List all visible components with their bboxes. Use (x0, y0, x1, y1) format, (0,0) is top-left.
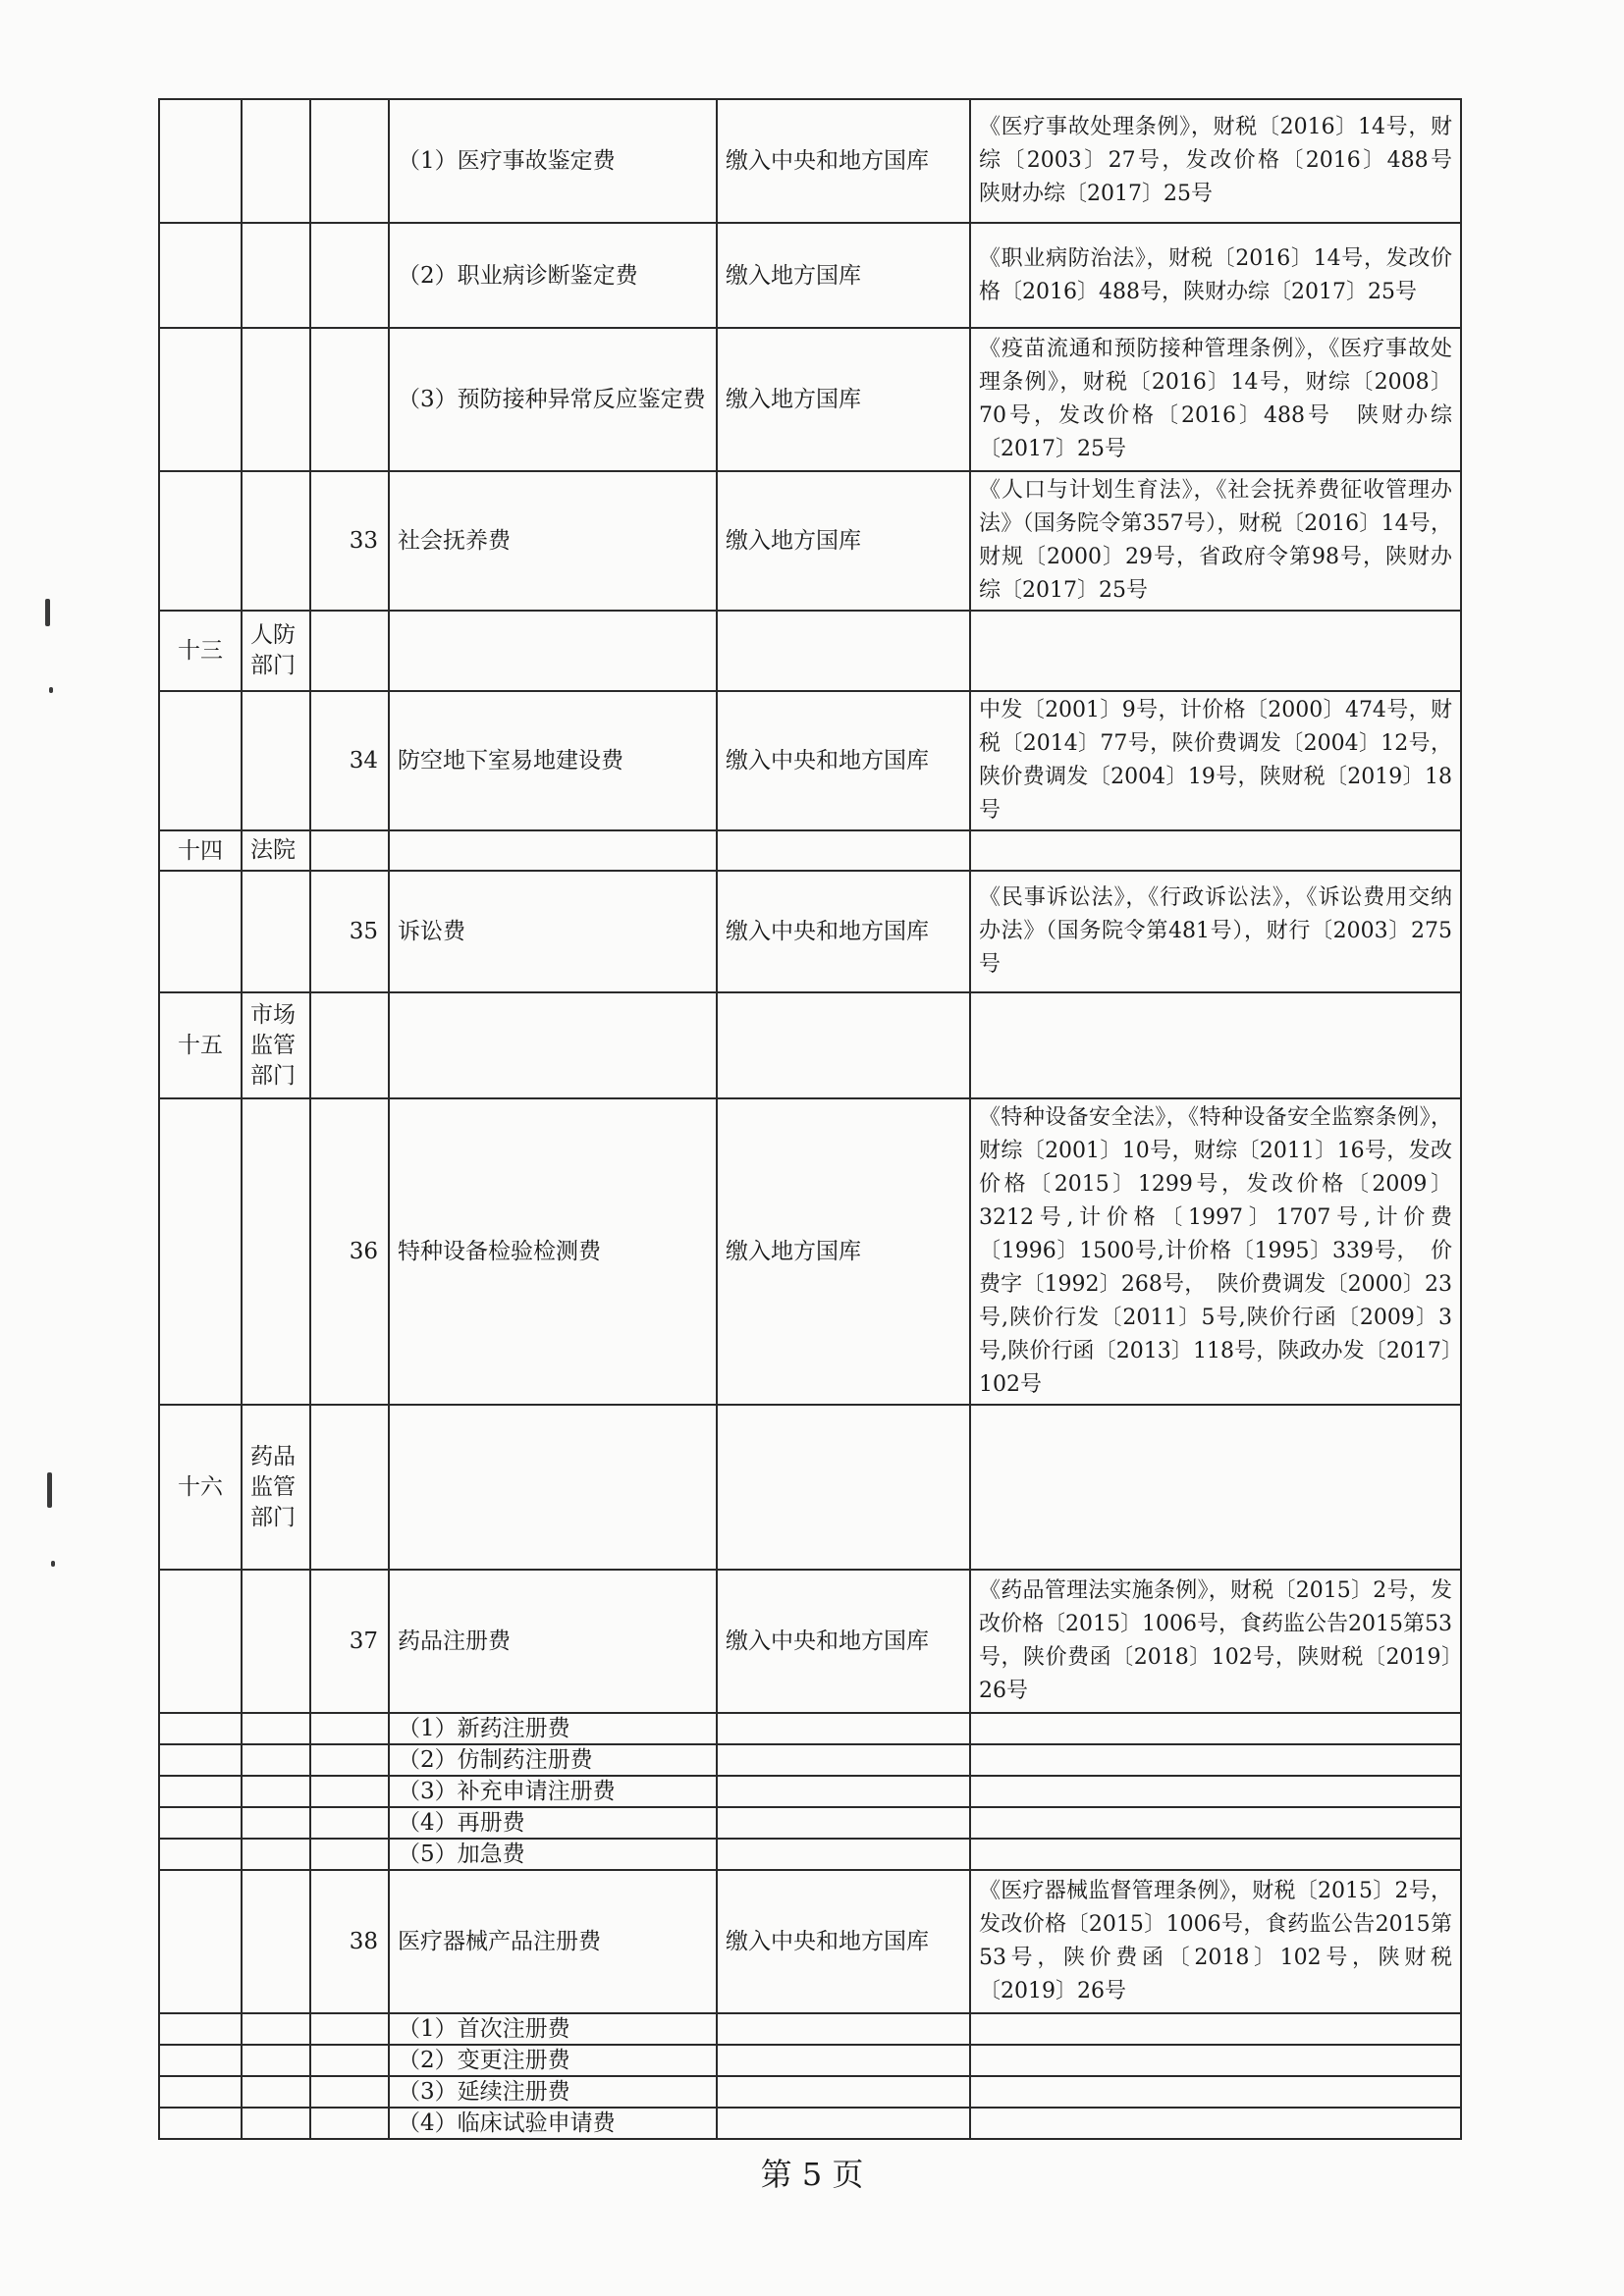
section-number-cell (159, 223, 242, 328)
fee-name-cell (389, 611, 717, 691)
fee-name-cell: （3）补充申请注册费 (389, 1776, 717, 1807)
treasury-cell: 缴入地方国库 (717, 471, 970, 611)
legal-basis-cell (970, 992, 1461, 1098)
item-number-cell (310, 1744, 389, 1776)
table-row (159, 830, 1461, 871)
item-number-cell (310, 1776, 389, 1807)
treasury-cell (717, 2076, 970, 2108)
item-number-cell (310, 2045, 389, 2076)
department-cell (242, 2076, 310, 2108)
legal-basis-cell (970, 611, 1461, 691)
legal-basis-cell (970, 1744, 1461, 1776)
legal-basis-cell (970, 2108, 1461, 2139)
department-cell (242, 2013, 310, 2045)
treasury-cell (717, 611, 970, 691)
legal-basis-cell (970, 2045, 1461, 2076)
fee-name-cell: （1）新药注册费 (389, 1713, 717, 1744)
item-number-cell (310, 328, 389, 471)
page-number: 第 5 页 (760, 2156, 864, 2193)
item-number-cell (310, 223, 389, 328)
item-number-cell (310, 992, 389, 1098)
item-number-cell: 33 (310, 471, 389, 611)
department-cell (242, 1839, 310, 1870)
item-number-cell: 38 (310, 1870, 389, 2013)
department-cell (242, 1744, 310, 1776)
treasury-cell (717, 992, 970, 1098)
table-row (159, 871, 1461, 992)
section-number-cell: 十五 (159, 992, 242, 1098)
fee-name-cell: 诉讼费 (389, 871, 717, 992)
treasury-cell: 缴入地方国库 (717, 223, 970, 328)
section-number-cell (159, 99, 242, 223)
department-cell: 法院 (242, 830, 310, 871)
fee-table-sheet (158, 98, 1475, 2136)
treasury-cell (717, 1839, 970, 1870)
fee-name-cell: 药品注册费 (389, 1570, 717, 1713)
fee-name-cell: （4）再册费 (389, 1807, 717, 1839)
section-number-cell (159, 2108, 242, 2139)
item-number-cell (310, 611, 389, 691)
item-number-cell (310, 1405, 389, 1570)
fee-name-cell (389, 1405, 717, 1570)
department-cell (242, 1776, 310, 1807)
section-number-cell (159, 1870, 242, 2013)
fee-name-cell (389, 992, 717, 1098)
section-number-cell (159, 2076, 242, 2108)
table-row (159, 1776, 1461, 1807)
legal-basis-cell: 《药品管理法实施条例》，财税〔2015〕2号，发改价格〔2015〕1006号，食药监公告2015第53号，陕价费函〔2018〕102号，陕财税〔2019〕26号 (970, 1570, 1461, 1713)
department-cell (242, 691, 310, 830)
department-cell (242, 1870, 310, 2013)
section-number-cell (159, 471, 242, 611)
section-number-cell: 十六 (159, 1405, 242, 1570)
legal-basis-cell: 《特种设备安全法》，《特种设备安全监察条例》，财综〔2001〕10号，财综〔2011〕16号，发改价格〔2015〕1299号，发改价格〔2009〕3212号,计价格〔1997〕1707号,计价费〔1996〕1500号,计价格〔1995〕339号， 价费字〔1992〕268号， 陕价费调发〔2000〕23号,陕价行发〔2011〕5号,陕价行函〔2009〕3号,陕价行函〔2013〕118号，陕政办发〔2017〕102号 (970, 1098, 1461, 1405)
item-number-cell: 34 (310, 691, 389, 830)
item-number-cell: 37 (310, 1570, 389, 1713)
item-number-cell (310, 1713, 389, 1744)
legal-basis-cell (970, 830, 1461, 871)
treasury-cell (717, 1807, 970, 1839)
table-row (159, 691, 1461, 830)
scan-mark (45, 599, 50, 626)
legal-basis-cell (970, 1713, 1461, 1744)
section-number-cell (159, 328, 242, 471)
department-cell (242, 2108, 310, 2139)
fee-name-cell: 医疗器械产品注册费 (389, 1870, 717, 2013)
item-number-cell: 36 (310, 1098, 389, 1405)
item-number-cell (310, 2076, 389, 2108)
table-row (159, 1713, 1461, 1744)
table-row (159, 1405, 1461, 1570)
fee-name-cell: （2）变更注册费 (389, 2045, 717, 2076)
department-cell (242, 1807, 310, 1839)
table-row (159, 1870, 1461, 2013)
department-cell (242, 1570, 310, 1713)
department-cell (242, 99, 310, 223)
treasury-cell (717, 2045, 970, 2076)
treasury-cell (717, 1744, 970, 1776)
treasury-cell (717, 2013, 970, 2045)
legal-basis-cell (970, 2076, 1461, 2108)
legal-basis-cell: 中发〔2001〕9号，计价格〔2000〕474号，财税〔2014〕77号，陕价费调发〔2004〕12号，陕价费调发〔2004〕19号，陕财税〔2019〕18号 (970, 691, 1461, 830)
item-number-cell (310, 2108, 389, 2139)
department-cell (242, 2045, 310, 2076)
treasury-cell (717, 1405, 970, 1570)
table-row (159, 611, 1461, 691)
fee-name-cell: （2）仿制药注册费 (389, 1744, 717, 1776)
department-cell (242, 328, 310, 471)
scan-mark (49, 687, 53, 693)
fee-name-cell: 社会抚养费 (389, 471, 717, 611)
treasury-cell (717, 1776, 970, 1807)
section-number-cell (159, 1839, 242, 1870)
department-cell: 市场监管部门 (242, 992, 310, 1098)
section-number-cell: 十四 (159, 830, 242, 871)
department-cell (242, 871, 310, 992)
department-cell (242, 1713, 310, 1744)
item-number-cell (310, 99, 389, 223)
table-row (159, 1839, 1461, 1870)
table-row (159, 471, 1461, 611)
table-row (159, 328, 1461, 471)
department-cell (242, 1098, 310, 1405)
legal-basis-cell: 《人口与计划生育法》，《社会抚养费征收管理办法》（国务院令第357号），财税〔2016〕14号，财规〔2000〕29号，省政府令第98号，陕财办综〔2017〕25号 (970, 471, 1461, 611)
fee-name-cell: （3）延续注册费 (389, 2076, 717, 2108)
department-cell: 药品监管部门 (242, 1405, 310, 1570)
fee-name-cell (389, 830, 717, 871)
fee-name-cell: （1）首次注册费 (389, 2013, 717, 2045)
legal-basis-cell: 《疫苗流通和预防接种管理条例》，《医疗事故处理条例》，财税〔2016〕14号，财综〔2008〕70号，发改价格〔2016〕488号 陕财办综〔2017〕25号 (970, 328, 1461, 471)
section-number-cell (159, 1098, 242, 1405)
department-cell: 人防部门 (242, 611, 310, 691)
item-number-cell (310, 830, 389, 871)
table-row (159, 2108, 1461, 2139)
legal-basis-cell (970, 1839, 1461, 1870)
legal-basis-cell (970, 1807, 1461, 1839)
treasury-cell: 缴入地方国库 (717, 328, 970, 471)
table-row (159, 1098, 1461, 1405)
treasury-cell (717, 2108, 970, 2139)
treasury-cell: 缴入中央和地方国库 (717, 871, 970, 992)
item-number-cell (310, 1839, 389, 1870)
section-number-cell (159, 1807, 242, 1839)
legal-basis-cell: 《医疗器械监督管理条例》，财税〔2015〕2号，发改价格〔2015〕1006号，食药监公告2015第53号，陕价费函〔2018〕102号，陕财税〔2019〕26号 (970, 1870, 1461, 2013)
fee-name-cell: 防空地下室易地建设费 (389, 691, 717, 830)
fee-name-cell: （4）临床试验申请费 (389, 2108, 717, 2139)
treasury-cell: 缴入中央和地方国库 (717, 1570, 970, 1713)
table-row (159, 99, 1461, 223)
fee-table (158, 98, 1475, 2140)
fee-name-cell: （3）预防接种异常反应鉴定费 (389, 328, 717, 471)
scan-mark (47, 1472, 52, 1508)
table-row (159, 2045, 1461, 2076)
section-number-cell (159, 2013, 242, 2045)
item-number-cell (310, 2013, 389, 2045)
treasury-cell (717, 1713, 970, 1744)
section-number-cell (159, 871, 242, 992)
section-number-cell (159, 1570, 242, 1713)
item-number-cell (310, 1807, 389, 1839)
legal-basis-cell: 《民事诉讼法》，《行政诉讼法》，《诉讼费用交纳办法》（国务院令第481号），财行〔2003〕275号 (970, 871, 1461, 992)
legal-basis-cell (970, 2013, 1461, 2045)
treasury-cell (717, 830, 970, 871)
table-row (159, 992, 1461, 1098)
table-row (159, 1744, 1461, 1776)
fee-name-cell: （2）职业病诊断鉴定费 (389, 223, 717, 328)
table-row (159, 1570, 1461, 1713)
section-number-cell (159, 2045, 242, 2076)
treasury-cell: 缴入中央和地方国库 (717, 691, 970, 830)
treasury-cell: 缴入中央和地方国库 (717, 1870, 970, 2013)
section-number-cell (159, 691, 242, 830)
fee-name-cell: （1）医疗事故鉴定费 (389, 99, 717, 223)
legal-basis-cell (970, 1405, 1461, 1570)
table-row (159, 2076, 1461, 2108)
legal-basis-cell: 《职业病防治法》，财税〔2016〕14号，发改价格〔2016〕488号，陕财办综〔2017〕25号 (970, 223, 1461, 328)
section-number-cell (159, 1713, 242, 1744)
section-number-cell: 十三 (159, 611, 242, 691)
fee-name-cell: 特种设备检验检测费 (389, 1098, 717, 1405)
department-cell (242, 223, 310, 328)
legal-basis-cell (970, 1776, 1461, 1807)
treasury-cell: 缴入地方国库 (717, 1098, 970, 1405)
table-row (159, 223, 1461, 328)
scan-mark (51, 1561, 55, 1567)
department-cell (242, 471, 310, 611)
section-number-cell (159, 1744, 242, 1776)
legal-basis-cell: 《医疗事故处理条例》，财税〔2016〕14号，财综〔2003〕27号，发改价格〔2016〕488号 陕财办综〔2017〕25号 (970, 99, 1461, 223)
treasury-cell: 缴入中央和地方国库 (717, 99, 970, 223)
table-row (159, 1807, 1461, 1839)
section-number-cell (159, 1776, 242, 1807)
item-number-cell: 35 (310, 871, 389, 992)
fee-name-cell: （5）加急费 (389, 1839, 717, 1870)
table-row (159, 2013, 1461, 2045)
